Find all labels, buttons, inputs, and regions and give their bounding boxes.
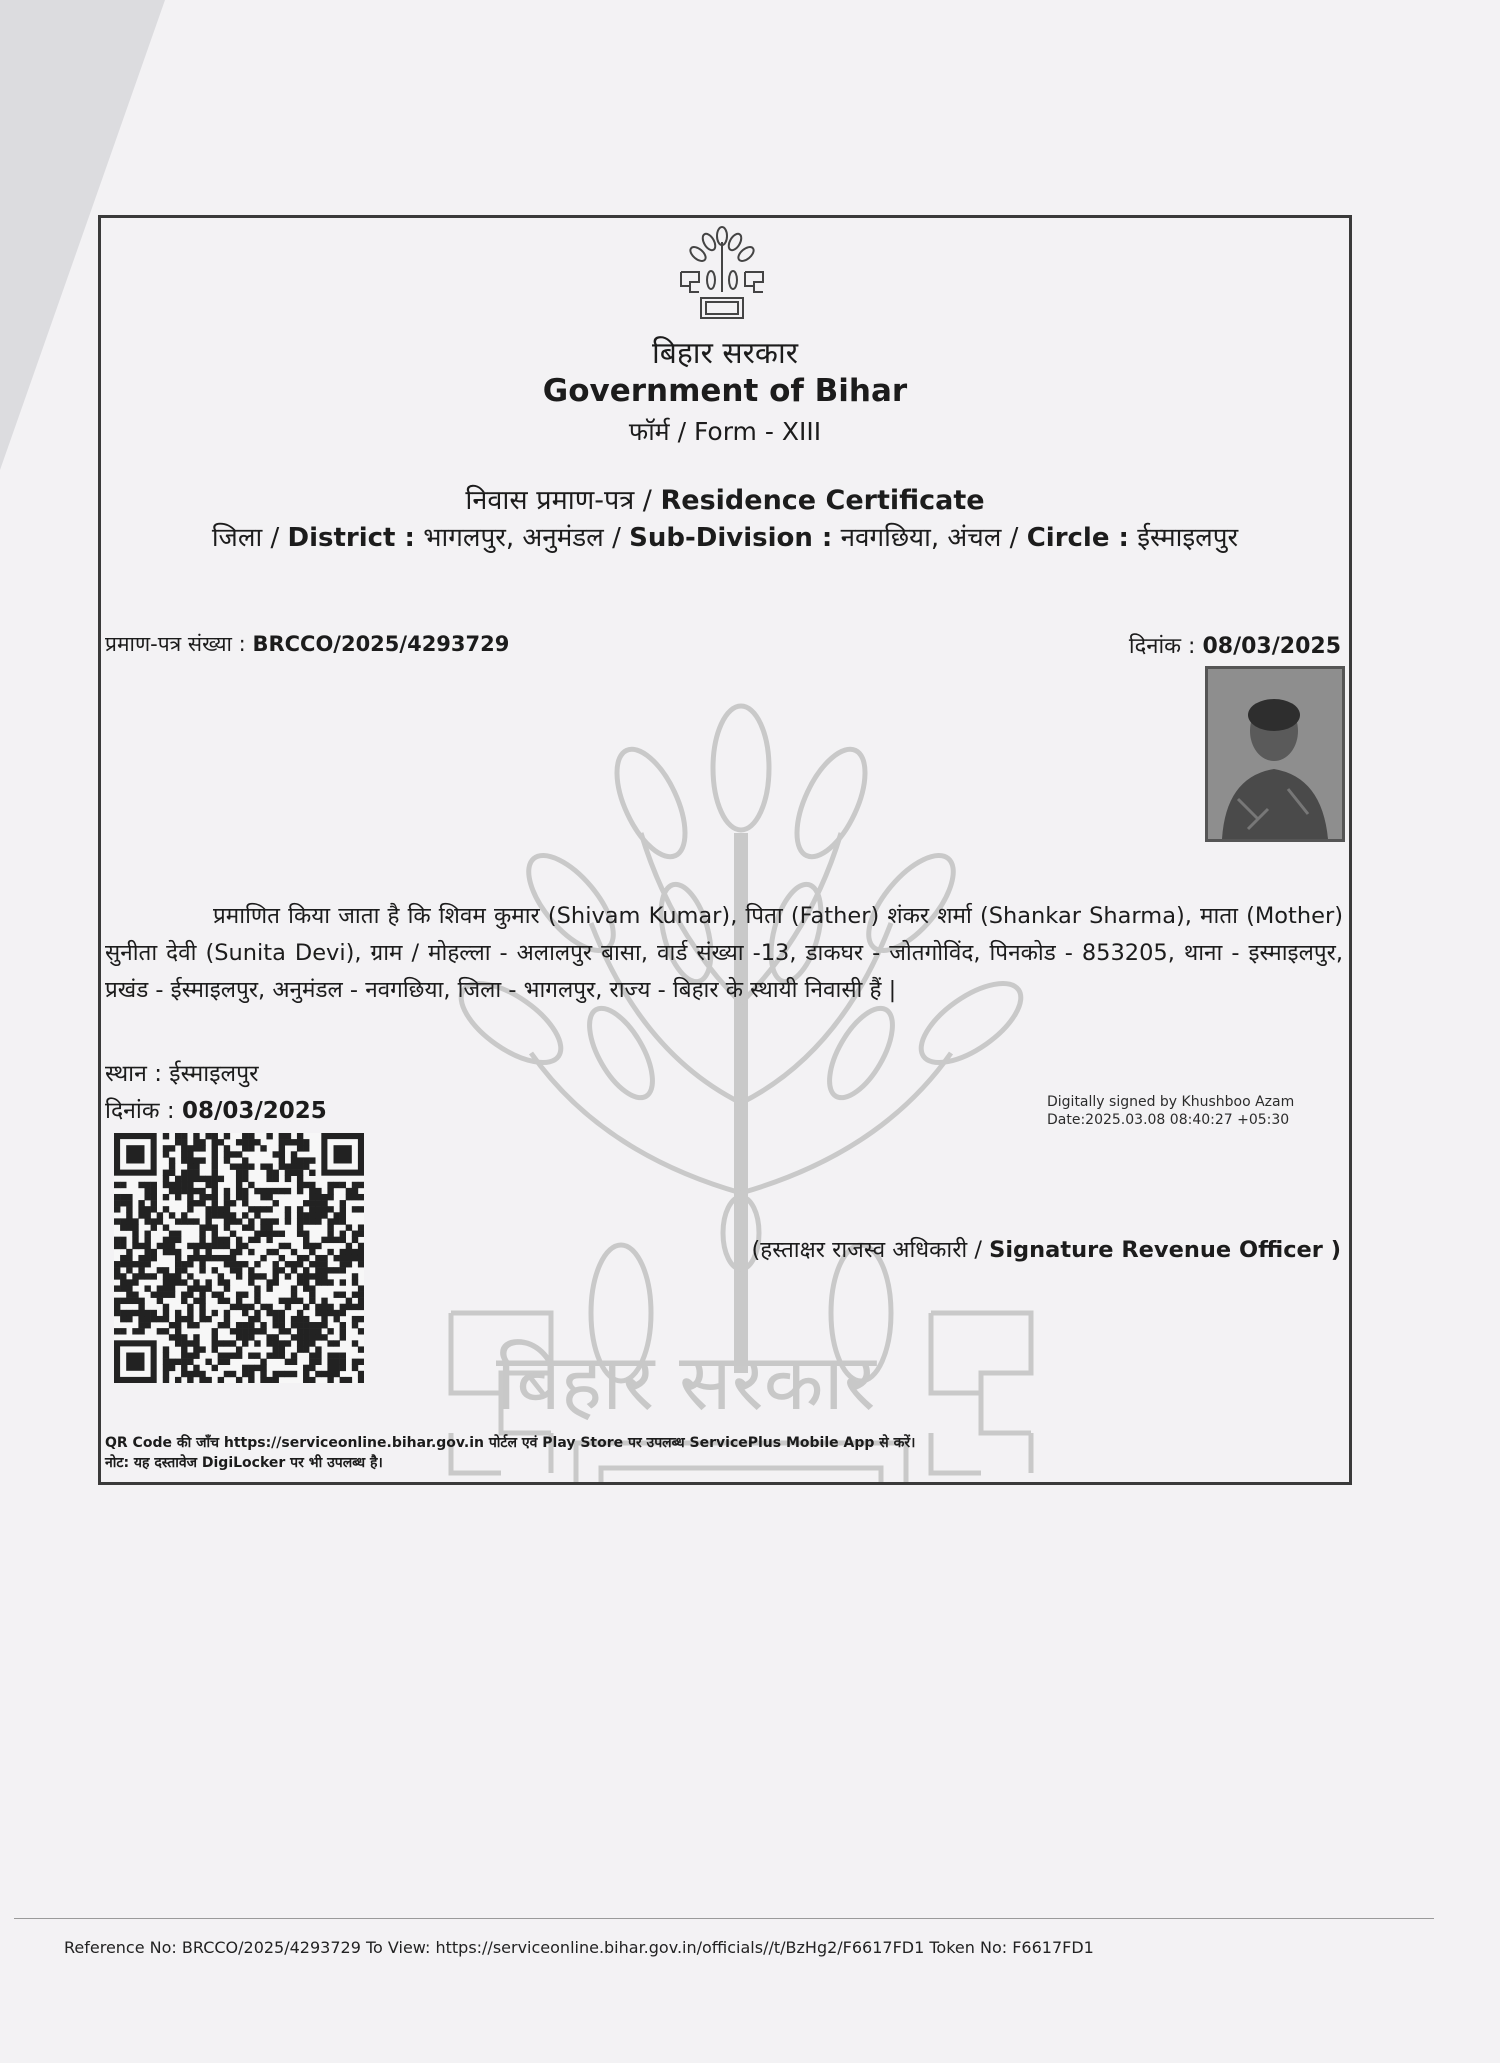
subdivision-value: नवगछिया, अंचल / [832, 523, 1027, 553]
form-number: फॉर्म / Form - XIII [628, 417, 822, 446]
certificate-title-hindi: निवास प्रमाण-पत्र / [465, 485, 661, 516]
certificate-date-value: 08/03/2025 [1202, 634, 1341, 659]
district-hindi: जिला / [211, 523, 288, 553]
certificate-title-english: Residence Certificate [660, 485, 985, 516]
signature-hindi: (हस्ताक्षर राजस्व अधिकारी / [751, 1237, 990, 1263]
certificate-number [105, 630, 509, 658]
certificate-date [1129, 630, 1341, 660]
circle-label: Circle : [1026, 523, 1129, 553]
digital-signature [1047, 1093, 1294, 1129]
digital-signature-date: Date:2025.03.08 08:40:27 +05:30 [1047, 1112, 1290, 1128]
digital-signature-signer: Digitally signed by Khushboo Azam [1047, 1094, 1295, 1110]
signature-label [752, 1233, 1342, 1264]
watermark-text: बिहार सरकार [496, 1338, 876, 1428]
person-icon [1208, 669, 1342, 839]
certificate-body: प्रमाणित किया जाता है कि शिवम कुमार (Shivam Kumar), पिता (Father) शंकर शर्मा (Shankar Sharma), माता (Mother) सुनीता देवी (Sunita Devi), ग्राम / मोहल्ला - अलालपुर बासा, वार्ड संख्या -13, डाकघर - जोतगोविंद, पिनकोड - 853205, थाना - इस्माइलपुर, प्रखंड - ईस्माइलपुर, अनुमंडल - नवगछिया, जिला - भागलपुर, राज्य - बिहार के स्थायी निवासी हैं | [105, 903, 1343, 1003]
subdivision-label: Sub-Division : [629, 523, 833, 553]
footer-divider [14, 1918, 1434, 1919]
district-value: भागलपुर, अनुमंडल / [414, 523, 630, 553]
applicant-photo [1205, 666, 1345, 842]
digilocker-note: नोट: यह दस्तावेज DigiLocker पर भी उपलब्ध है। [105, 1455, 383, 1471]
certificate-date-label: दिनांक : [1128, 634, 1203, 659]
district-label: District : [287, 523, 415, 553]
govt-name-hindi: बिहार सरकार [651, 336, 799, 371]
place-date [105, 1093, 327, 1125]
circle-value: ईस्माइलपुर [1128, 523, 1239, 553]
govt-name-english: Government of Bihar [542, 373, 908, 409]
place: स्थान : ईस्माइलपुर [105, 1061, 259, 1087]
bihar-emblem-icon [673, 222, 771, 324]
qr-code [114, 1133, 364, 1383]
place-date-label: दिनांक : [105, 1098, 182, 1124]
certificate-number-label: प्रमाण-पत्र संख्या : [105, 632, 253, 656]
reference-line: Reference No: BRCCO/2025/4293729 To View: https://serviceonline.bihar.gov.in/officials//t/BzHg2/F6617FD1 Token No: F6617FD1 [64, 1938, 1094, 1957]
certificate-frame [98, 215, 1352, 1485]
signature-english: Signature Revenue Officer ) [989, 1237, 1341, 1263]
certificate-number-value: BRCCO/2025/4293729 [252, 632, 510, 656]
certificate-title [101, 480, 1349, 517]
qr-verification-note: QR Code की जाँच https://serviceonline.bihar.gov.in पोर्टल एवं Play Store पर उपलब्ध ServicePlus Mobile App से करें। [105, 1435, 916, 1451]
place-date-value: 08/03/2025 [181, 1098, 327, 1124]
district-line [101, 518, 1349, 554]
